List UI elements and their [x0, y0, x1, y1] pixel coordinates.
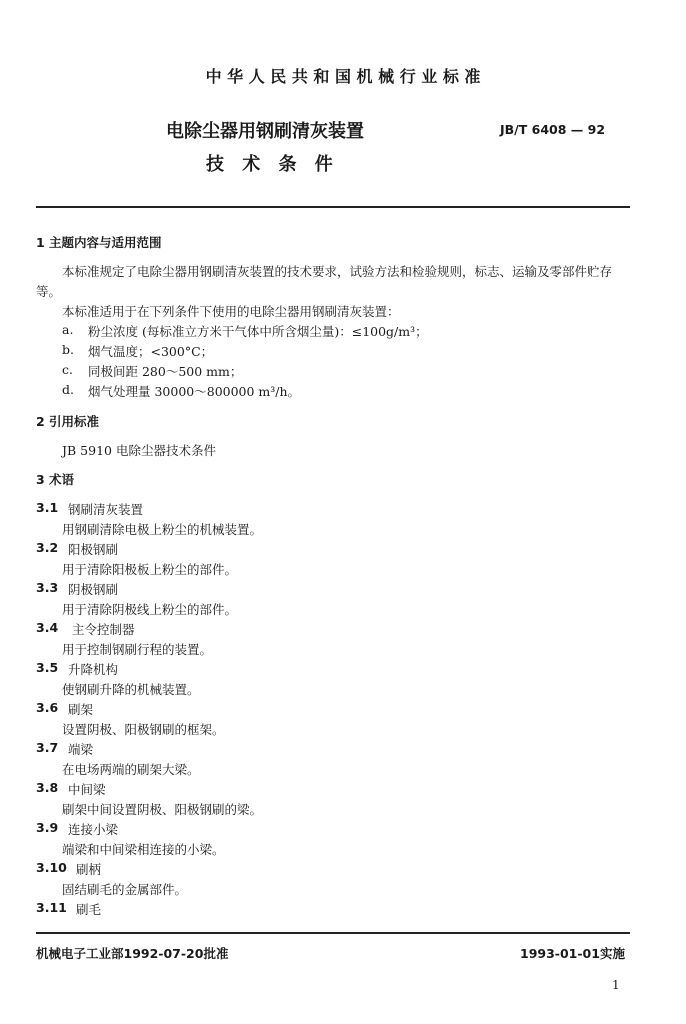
section-1-heading: 1 主题内容与适用范围 — [36, 235, 162, 250]
approval-date: 机械电子工业部1992-07-20批准 — [36, 946, 229, 961]
footer-rule — [36, 932, 630, 934]
term-definition: 用钢刷清除电极上粉尘的机械装置。 — [62, 522, 263, 537]
issuing-body: 中 华 人 民 共 和 国 机 械 行 业 标 准 — [205, 67, 481, 86]
section-1-para1-line2: 等。 — [36, 284, 62, 299]
term-definition: 端梁和中间梁相连接的小梁。 — [62, 842, 225, 857]
term-name: 升降机构 — [68, 662, 119, 677]
term-definition: 用于控制钢刷行程的装置。 — [62, 642, 213, 657]
term-definition: 使钢刷升降的机械装置。 — [62, 682, 200, 697]
term-definition: 设置阴极、阳极钢刷的框架。 — [62, 722, 225, 737]
term-definition: 固结刷毛的金属部件。 — [62, 882, 188, 897]
header-rule — [36, 206, 630, 208]
term-name: 阳极钢刷 — [68, 542, 119, 557]
item-text: 烟气处理量 30000～800000 m³/h。 — [88, 384, 301, 399]
term-number: 3.10 — [36, 860, 67, 875]
term-definition: 用于清除阳极板上粉尘的部件。 — [62, 562, 238, 577]
document-title: 电除尘器用钢刷清灰装置 — [166, 121, 364, 142]
term-number: 3.9 — [36, 820, 59, 835]
term-name: 阴极钢刷 — [68, 582, 119, 597]
term-definition: 用于清除阴极线上粉尘的部件。 — [62, 602, 238, 617]
term-name: 刷毛 — [76, 902, 102, 917]
item-label: a. — [62, 322, 74, 337]
item-text: 烟气温度；<300°C； — [88, 344, 214, 359]
document-subtitle: 技 术 条 件 — [206, 154, 339, 175]
term-definition: 在电场两端的刷架大梁。 — [62, 762, 200, 777]
term-number: 3.7 — [36, 740, 59, 755]
item-label: c. — [62, 362, 73, 377]
term-name: 中间梁 — [68, 782, 106, 797]
section-1-para2: 本标准适用于在下列条件下使用的电除尘器用钢刷清灰装置： — [62, 304, 400, 319]
term-name: 端梁 — [68, 742, 94, 757]
item-text: 同极间距 280～500 mm； — [88, 364, 243, 379]
term-number: 3.11 — [36, 900, 67, 915]
section-2-heading: 2 引用标准 — [36, 414, 100, 429]
page-number: 1 — [612, 978, 620, 992]
term-number: 3.6 — [36, 700, 59, 715]
standard-code: JB/T 6408 — 92 — [500, 122, 606, 137]
section-2-reference: JB 5910 电除尘器技术条件 — [62, 443, 216, 458]
term-name: 刷架 — [68, 702, 94, 717]
term-name: 连接小梁 — [68, 822, 119, 837]
term-name: 刷柄 — [76, 862, 102, 877]
item-text: 粉尘浓度 (每标准立方米干气体中所含烟尘量)：≤100g/m³； — [88, 324, 428, 339]
term-number: 3.8 — [36, 780, 59, 795]
term-definition: 刷架中间设置阴极、阳极钢刷的梁。 — [62, 802, 263, 817]
term-name: 主令控制器 — [72, 622, 135, 637]
item-label: d. — [62, 382, 74, 397]
term-number: 3.1 — [36, 500, 59, 515]
section-3-heading: 3 术语 — [36, 472, 75, 487]
term-number: 3.3 — [36, 580, 59, 595]
term-name: 钢刷清灰装置 — [68, 502, 144, 517]
term-number: 3.5 — [36, 660, 59, 675]
term-number: 3.2 — [36, 540, 59, 555]
term-number: 3.4 — [36, 620, 59, 635]
item-label: b. — [62, 342, 74, 357]
effective-date: 1993-01-01实施 — [520, 946, 625, 961]
section-1-para1-line1: 本标准规定了电除尘器用钢刷清灰装置的技术要求，试验方法和检验规则，标志、运输及零部件贮存 — [62, 264, 613, 279]
